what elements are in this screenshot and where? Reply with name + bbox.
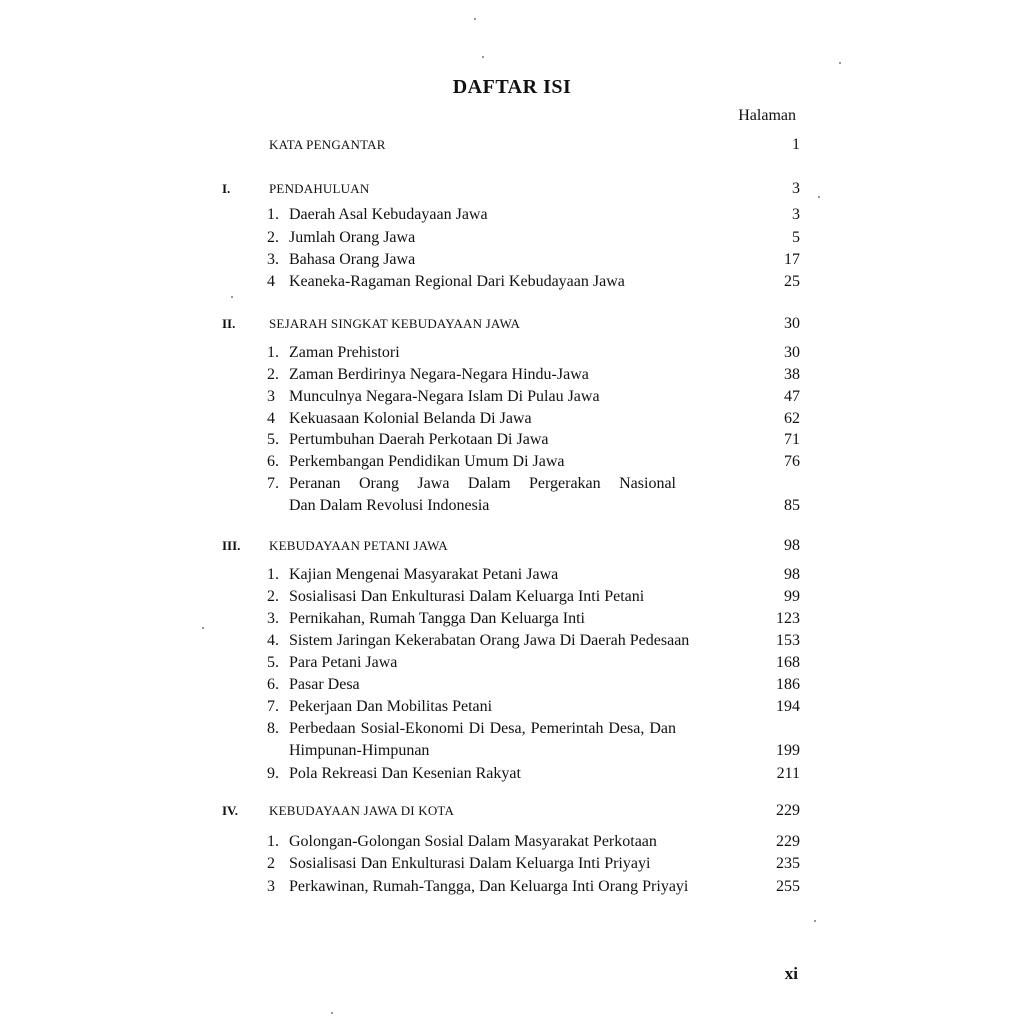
entry-number: 1. (267, 206, 279, 223)
entry-number: 4. (267, 632, 279, 649)
chapter-title: PENDAHULUAN (269, 181, 370, 196)
scan-speck (474, 18, 476, 20)
chapter-title: SEJARAH SINGKAT KEBUDAYAAN JAWA (269, 316, 521, 331)
entry-number: 3 (267, 388, 275, 405)
toc-entry-row (0, 271, 1024, 293)
entry-number: 2 (267, 855, 275, 872)
entry-page-number: 25 (784, 273, 800, 290)
entry-page-number: 38 (784, 366, 800, 383)
entry-page-number: 17 (784, 251, 800, 268)
toc-chapter-row (0, 178, 1024, 200)
entry-page-number: 211 (776, 765, 800, 782)
toc-entry-row (0, 408, 1024, 430)
entry-page-number: 1 (792, 136, 800, 153)
scan-speck (818, 196, 820, 198)
entry-title: Kajian Mengenai Masyarakat Petani Jawa (289, 566, 559, 583)
entry-page-number: 62 (784, 410, 800, 427)
toc-entry-row (0, 495, 1024, 517)
entry-title: Pola Rekreasi Dan Kesenian Rakyat (289, 765, 521, 782)
entry-title-continued: Dan Dalam Revolusi Indonesia (289, 497, 490, 514)
page-title: DAFTAR ISI (452, 76, 572, 98)
toc-entry-row (0, 608, 1024, 630)
entry-title: Zaman Prehistori (289, 344, 400, 361)
entry-number: 6. (267, 676, 279, 693)
entry-number: 4 (267, 273, 275, 290)
entry-number: 3. (267, 251, 279, 268)
toc-entry-row (0, 386, 1024, 408)
scan-speck (482, 56, 484, 58)
entry-title: Bahasa Orang Jawa (289, 251, 416, 268)
entry-page-number: 229 (776, 833, 800, 850)
entry-page-number: 71 (784, 431, 800, 448)
entry-page-number: 30 (784, 315, 800, 332)
chapter-number: I. (222, 181, 231, 196)
entry-number: 3. (267, 610, 279, 627)
chapter-title: KEBUDAYAAN PETANI JAWA (269, 538, 448, 553)
entry-page-number: 199 (776, 742, 800, 759)
toc-entry-row (0, 674, 1024, 696)
toc-chapter-row (0, 134, 1024, 156)
entry-title: Munculnya Negara-Negara Islam Di Pulau Jawa (289, 388, 600, 405)
entry-number: 1. (267, 566, 279, 583)
entry-page-number: 47 (784, 388, 800, 405)
toc-entry-row (0, 429, 1024, 451)
entry-title: Keaneka-Ragaman Regional Dari Kebudayaan Jawa (289, 273, 625, 290)
chapter-number: IV. (222, 803, 239, 818)
chapter-number: III. (222, 538, 241, 553)
scan-speck (814, 920, 816, 922)
entry-title: Daerah Asal Kebudayaan Jawa (289, 206, 488, 223)
entry-title: Pekerjaan Dan Mobilitas Petani (289, 698, 493, 715)
entry-number: 5. (267, 431, 279, 448)
toc-entry-row (0, 876, 1024, 898)
toc-entry-row (0, 564, 1024, 586)
entry-page-number: 229 (776, 802, 800, 819)
entry-page-number: 168 (776, 654, 800, 671)
entry-page-number: 255 (776, 878, 800, 895)
entry-page-number: 153 (776, 632, 800, 649)
entry-page-number: 5 (792, 229, 800, 246)
toc-entry-row (0, 740, 1024, 762)
entry-title: Jumlah Orang Jawa (289, 229, 416, 246)
entry-number: 2. (267, 588, 279, 605)
entry-number: 5. (267, 654, 279, 671)
entry-title: Pernikahan, Rumah Tangga Dan Keluarga Inti (289, 610, 585, 627)
entry-page-number: 3 (792, 180, 800, 197)
entry-title: Perkawinan, Rumah-Tangga, Dan Keluarga Inti Orang Priyayi (289, 878, 689, 895)
entry-number: 3 (267, 878, 275, 895)
chapter-number: II. (222, 316, 236, 331)
entry-number: 2. (267, 366, 279, 383)
entry-title: Zaman Berdirinya Negara-Negara Hindu-Jawa (289, 366, 589, 383)
toc-entry-row (0, 473, 1024, 495)
entry-title-continued: Himpunan-Himpunan (289, 742, 430, 759)
entry-page-number: 30 (784, 344, 800, 361)
toc-entry-row (0, 204, 1024, 226)
entry-page-number: 123 (776, 610, 800, 627)
toc-entry-row (0, 364, 1024, 386)
entry-page-number: 186 (776, 676, 800, 693)
chapter-title: KATA PENGANTAR (269, 137, 386, 152)
entry-page-number: 194 (776, 698, 800, 715)
entry-title: Sistem Jaringan Kekerabatan Orang Jawa Di Daerah Pedesaan (289, 632, 690, 649)
entry-title: Peranan Orang Jawa Dalam Pergerakan Nasional (289, 475, 676, 492)
scan-speck (839, 62, 841, 64)
entry-title: Pertumbuhan Daerah Perkotaan Di Jawa (289, 431, 549, 448)
entry-title: Kekuasaan Kolonial Belanda Di Jawa (289, 410, 532, 427)
toc-entry-row (0, 853, 1024, 875)
toc-entry-row (0, 763, 1024, 785)
toc-entry-row (0, 451, 1024, 473)
entry-number: 1. (267, 833, 279, 850)
entry-title: Para Petani Jawa (289, 654, 398, 671)
entry-page-number: 98 (784, 566, 800, 583)
scan-speck (231, 296, 233, 298)
toc-chapter-row (0, 800, 1024, 822)
entry-title: Golongan-Golongan Sosial Dalam Masyarakat Perkotaan (289, 833, 657, 850)
entry-number: 8. (267, 720, 279, 737)
toc-entry-row (0, 586, 1024, 608)
page-number-footer: xi (784, 964, 798, 983)
entry-page-number: 3 (792, 206, 800, 223)
toc-entry-row (0, 630, 1024, 652)
entry-page-number: 85 (784, 497, 800, 514)
entry-number: 9. (267, 765, 279, 782)
toc-entry-row (0, 696, 1024, 718)
toc-entry-row (0, 831, 1024, 853)
entry-title: Perkembangan Pendidikan Umum Di Jawa (289, 453, 565, 470)
entry-page-number: 235 (776, 855, 800, 872)
entry-number: 1. (267, 344, 279, 361)
scan-speck (331, 1012, 333, 1014)
entry-title: Perbedaan Sosial-Ekonomi Di Desa, Pemerintah Desa, Dan (289, 720, 676, 737)
entry-title: Sosialisasi Dan Enkulturasi Dalam Keluarga Inti Priyayi (289, 855, 651, 872)
entry-page-number: 99 (784, 588, 800, 605)
chapter-title: KEBUDAYAAN JAWA DI KOTA (269, 803, 455, 818)
scan-speck (202, 627, 204, 629)
toc-chapter-row (0, 313, 1024, 335)
entry-number: 7. (267, 698, 279, 715)
entry-page-number: 98 (784, 537, 800, 554)
entry-number: 6. (267, 453, 279, 470)
toc-entry-row (0, 652, 1024, 674)
entry-page-number: 76 (784, 453, 800, 470)
toc-chapter-row (0, 535, 1024, 557)
toc-entry-row (0, 342, 1024, 364)
entry-number: 4 (267, 410, 275, 427)
entry-number: 7. (267, 475, 279, 492)
toc-entry-row (0, 227, 1024, 249)
page-column-label: Halaman (738, 107, 796, 124)
entry-title: Sosialisasi Dan Enkulturasi Dalam Keluarga Inti Petani (289, 588, 645, 605)
toc-entry-row (0, 249, 1024, 271)
entry-number: 2. (267, 229, 279, 246)
entry-title: Pasar Desa (289, 676, 360, 693)
toc-entry-row (0, 718, 1024, 740)
